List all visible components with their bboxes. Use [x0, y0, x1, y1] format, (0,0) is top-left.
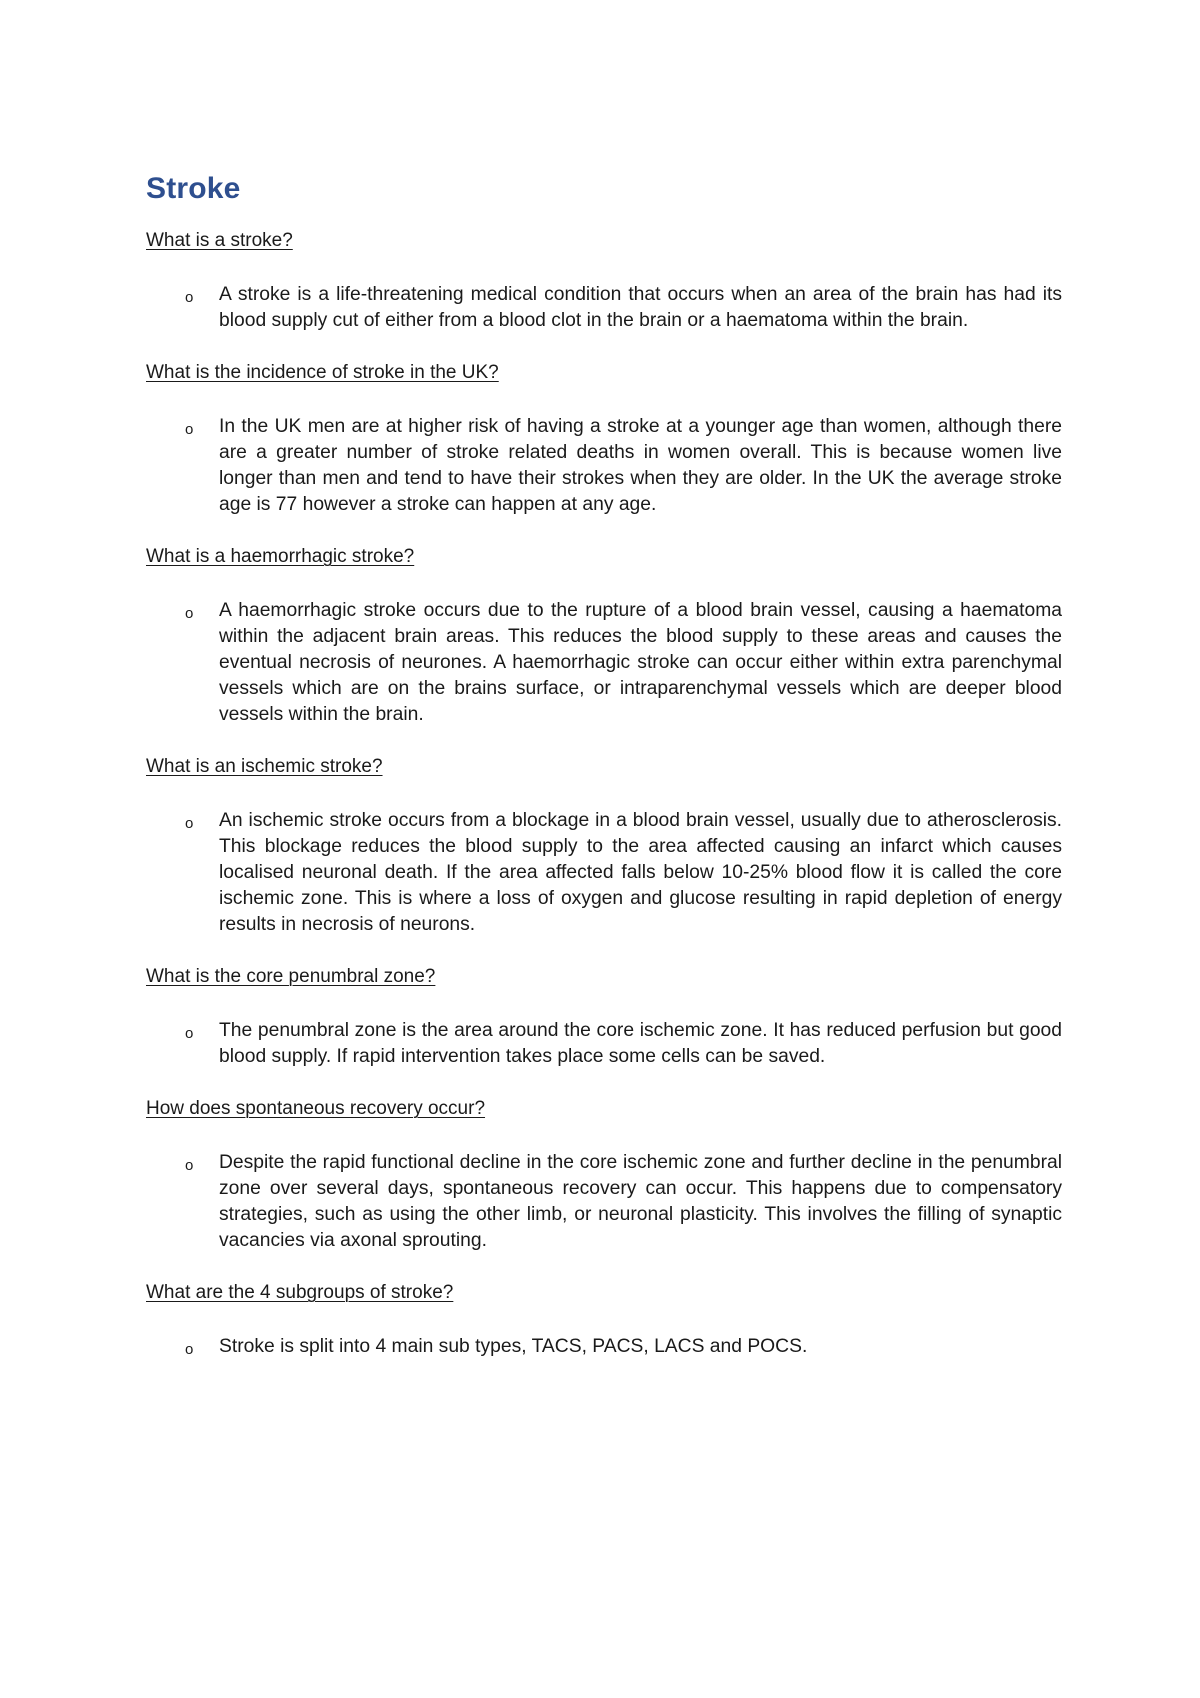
section-haemorrhagic-stroke — [146, 544, 1062, 754]
section-stroke-subgroups — [146, 1280, 1062, 1360]
section-spontaneous-recovery — [146, 1096, 1062, 1280]
bullet-icon: o — [185, 1157, 194, 1174]
question-heading: How does spontaneous recovery occur? — [146, 1098, 486, 1119]
section-penumbral-zone — [146, 964, 1062, 1096]
question-heading: What is the incidence of stroke in the UK? — [146, 362, 499, 383]
answer-text: In the UK men are at higher risk of having a stroke at a younger age than women, although there are a greater number of stroke related deaths in women overall. This is because women live longer than men and tend to have their strokes when they are older. In the UK the average stroke age is 77 however a stroke can happen at any age. — [219, 416, 1062, 515]
bullet-icon: o — [185, 1025, 194, 1042]
answer-list — [146, 1150, 1062, 1254]
answer-list — [146, 1018, 1062, 1070]
question-heading: What are the 4 subgroups of stroke? — [146, 1282, 454, 1303]
bullet-icon: o — [185, 815, 194, 832]
answer-item — [146, 1150, 1062, 1254]
bullet-icon: o — [185, 421, 194, 438]
answer-item — [146, 282, 1062, 334]
answer-item — [146, 1334, 1062, 1360]
bullet-icon: o — [185, 1341, 194, 1358]
bullet-icon: o — [185, 289, 194, 306]
bullet-icon: o — [185, 605, 194, 622]
section-what-is-stroke — [146, 228, 1062, 360]
answer-text: A haemorrhagic stroke occurs due to the rupture of a blood brain vessel, causing a haematoma within the adjacent brain areas. This reduces the blood supply to these areas and causes the eventual necrosis of neurones. A haemorrhagic stroke can occur either within extra parenchymal vessels which are on the brains surface, or intraparenchymal vessels which are deeper blood vessels within the brain. — [219, 600, 1062, 725]
answer-text: Stroke is split into 4 main sub types, TACS, PACS, LACS and POCS. — [219, 1336, 808, 1357]
question-heading: What is a stroke? — [146, 230, 293, 251]
answer-list — [146, 1334, 1062, 1360]
question-heading: What is the core penumbral zone? — [146, 966, 436, 987]
answer-list — [146, 808, 1062, 938]
question-heading: What is an ischemic stroke? — [146, 756, 383, 777]
answer-item — [146, 414, 1062, 518]
answer-text: A stroke is a life-threatening medical condition that occurs when an area of the brain has had its blood supply cut of either from a blood clot in the brain or a haematoma within the brain. — [219, 284, 1062, 331]
answer-item — [146, 808, 1062, 938]
answer-list — [146, 414, 1062, 518]
answer-item — [146, 1018, 1062, 1070]
question-heading: What is a haemorrhagic stroke? — [146, 546, 415, 567]
section-incidence-uk — [146, 360, 1062, 544]
document-title: Stroke — [146, 172, 241, 205]
answer-text: Despite the rapid functional decline in the core ischemic zone and further decline in the penumbral zone over several days, spontaneous recovery can occur. This happens due to compensatory strategies, such as using the other limb, or neuronal plasticity. This involves the filling of synaptic vacancies via axonal sprouting. — [219, 1152, 1062, 1251]
answer-item — [146, 598, 1062, 728]
section-ischemic-stroke — [146, 754, 1062, 964]
answer-list — [146, 598, 1062, 728]
answer-text: The penumbral zone is the area around the core ischemic zone. It has reduced perfusion but good blood supply. If rapid intervention takes place some cells can be saved. — [219, 1020, 1062, 1067]
answer-list — [146, 282, 1062, 334]
answer-text: An ischemic stroke occurs from a blockage in a blood brain vessel, usually due to atherosclerosis. This blockage reduces the blood supply to the area affected causing an infarct which causes localised neuronal death. If the area affected falls below 10-25% blood flow it is called the core ischemic zone. This is where a loss of oxygen and glucose resulting in rapid depletion of energy results in necrosis of neurons. — [219, 810, 1062, 935]
